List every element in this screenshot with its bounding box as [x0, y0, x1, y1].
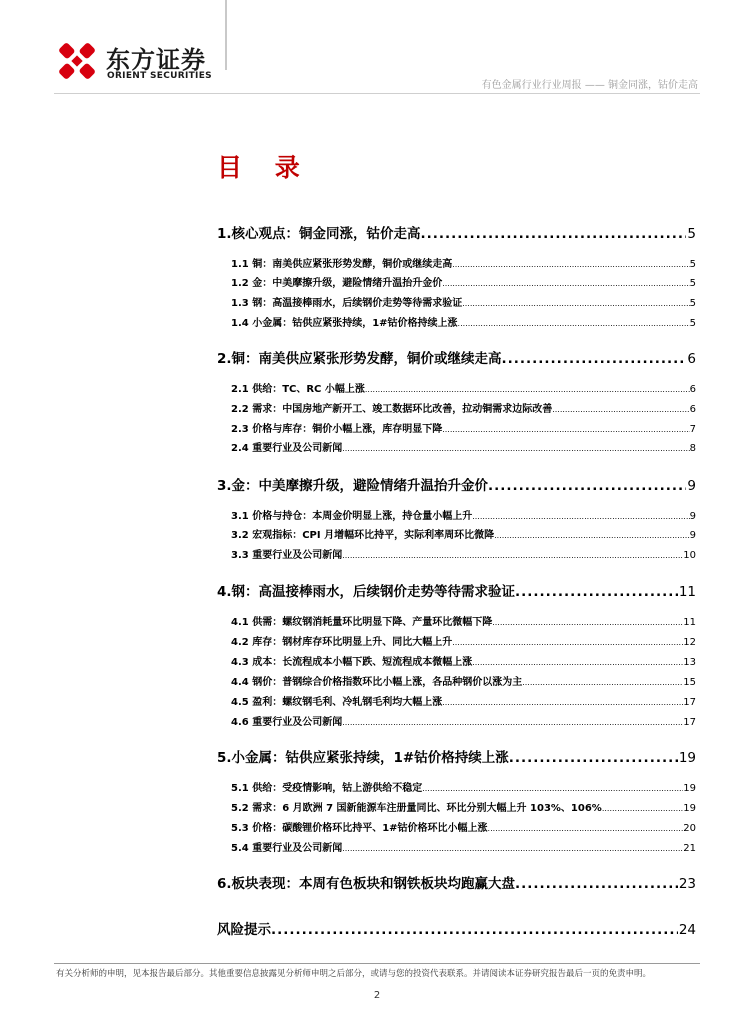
logo-name-en: ORIENT SECURITIES [107, 71, 212, 81]
toc-page: 23 [678, 876, 696, 892]
toc-item-4-3[interactable] [231, 653, 696, 668]
toc-label: 3.2 宏观指标：CPI 月增幅环比持平，实际利率周环比微降 [231, 530, 495, 541]
toc-item-3-2[interactable] [231, 526, 696, 541]
toc-page: 17 [683, 717, 696, 728]
toc-label: 5.小金属：钴供应紧张持续，1#钴价格持续上涨 [217, 750, 509, 766]
toc-page: 21 [683, 843, 696, 854]
toc-page: 9 [687, 478, 696, 494]
toc-page: 7 [689, 424, 696, 435]
toc-page: 5 [687, 226, 696, 242]
toc-page: 8 [689, 443, 696, 454]
toc-page: 6 [689, 404, 696, 415]
toc-item-1-1[interactable] [231, 255, 696, 270]
toc-label: 3.1 价格与持仓：本周金价明显上涨，持仓量小幅上升 [231, 511, 473, 522]
toc-section-5[interactable] [217, 746, 696, 766]
toc-page: 5 [689, 318, 696, 329]
toc-item-2-2[interactable] [231, 400, 696, 415]
toc-item-5-2[interactable] [231, 799, 696, 814]
header-divider-vertical [225, 0, 227, 70]
toc-label: 5.1 供给：受疫情影响，钴上游供给不稳定 [231, 783, 423, 794]
toc-item-1-2[interactable] [231, 274, 696, 289]
page-number: 2 [373, 990, 381, 1001]
toc-section-2[interactable] [217, 347, 696, 367]
toc-page: 19 [683, 783, 696, 794]
toc-section-1[interactable] [217, 222, 696, 242]
toc-item-3-3[interactable] [231, 546, 696, 561]
header-divider [54, 93, 700, 94]
toc-page: 6 [689, 384, 696, 395]
toc-page: 13 [683, 657, 696, 668]
toc-label: 6.板块表现：本周有色板块和钢铁板块均跑赢大盘 [217, 876, 516, 892]
orient-logo-icon [54, 38, 100, 84]
toc-label: 4.1 供需：螺纹钢消耗量环比明显下降、产量环比微幅下降 [231, 617, 493, 628]
toc-label: 风险提示 [217, 922, 271, 938]
toc-item-1-4[interactable] [231, 314, 696, 329]
toc-section-4[interactable] [217, 580, 696, 600]
toc-section-3[interactable] [217, 474, 696, 494]
toc-page: 17 [683, 697, 696, 708]
toc-item-5-3[interactable] [231, 819, 696, 834]
toc-item-4-4[interactable] [231, 673, 696, 688]
toc-item-2-1[interactable] [231, 380, 696, 395]
toc-page: 5 [689, 298, 696, 309]
toc-section-risk[interactable] [217, 918, 696, 938]
toc-page: 15 [683, 677, 696, 688]
report-header: 有色金属行业行业周报 —— 铜金同涨，钴价走高 [481, 80, 698, 91]
toc-label: 4.5 盈利：螺纹钢毛利、冷轧钢毛利均大幅上涨 [231, 697, 443, 708]
logo-name-cn: 东方证券 [106, 46, 206, 74]
toc-page: 6 [687, 351, 696, 367]
toc-item-3-1[interactable] [231, 507, 696, 522]
toc-page: 11 [678, 584, 696, 600]
toc-item-1-3[interactable] [231, 294, 696, 309]
toc-page: 24 [678, 922, 696, 938]
toc-label: 4.4 钢价：普钢综合价格指数环比小幅上涨，各品种钢价以涨为主 [231, 677, 523, 688]
toc-label: 4.钢：高温接棒雨水，后续钢价走势等待需求验证 [217, 584, 516, 600]
toc-page: 12 [683, 637, 696, 648]
toc-label: 3.3 重要行业及公司新闻 [231, 550, 343, 561]
toc-item-2-4[interactable] [231, 439, 696, 454]
toc-section-6[interactable] [217, 872, 696, 892]
toc-label: 4.6 重要行业及公司新闻 [231, 717, 343, 728]
toc-label: 5.4 重要行业及公司新闻 [231, 843, 343, 854]
toc-page: 19 [683, 803, 696, 814]
toc-label: 5.3 价格：碳酸锂价格环比持平、1#钴价格环比小幅上涨 [231, 823, 488, 834]
footer-disclaimer: 有关分析师的申明，见本报告最后部分。其他重要信息披露见分析师申明之后部分，或请与您的投资代表联系。并请阅读本证券研究报告最后一页的免责申明。 [56, 969, 652, 979]
toc-label: 2.1 供给：TC、RC 小幅上涨 [231, 384, 365, 395]
toc-label: 4.3 成本：长流程成本小幅下跌、短流程成本微幅上涨 [231, 657, 473, 668]
toc-page: 5 [689, 259, 696, 270]
toc-label: 1.3 钢：高温接棒雨水，后续钢价走势等待需求验证 [231, 298, 463, 309]
page-title: 目 录 [217, 153, 312, 182]
toc-item-4-5[interactable] [231, 693, 696, 708]
footer-divider [54, 963, 700, 964]
toc-label: 2.4 重要行业及公司新闻 [231, 443, 343, 454]
toc-item-5-4[interactable] [231, 839, 696, 854]
toc-item-2-3[interactable] [231, 420, 696, 435]
toc-page: 19 [678, 750, 696, 766]
company-logo [54, 38, 224, 84]
toc-label: 1.4 小金属：钴供应紧张持续，1#钴价格持续上涨 [231, 318, 458, 329]
toc-label: 5.2 需求：6 月欧洲 7 国新能源车注册量同比、环比分别大幅上升 103%、106% [231, 803, 602, 814]
toc-label: 1.2 金：中美摩擦升级，避险情绪升温抬升金价 [231, 278, 443, 289]
toc-label: 4.2 库存：钢材库存环比明显上升、同比大幅上升 [231, 637, 453, 648]
toc-page: 9 [689, 511, 696, 522]
toc-page: 5 [689, 278, 696, 289]
toc-page: 9 [689, 530, 696, 541]
toc-label: 3.金：中美摩擦升级，避险情绪升温抬升金价 [217, 478, 489, 494]
toc-item-4-1[interactable] [231, 613, 696, 628]
toc-label: 1.1 铜：南美供应紧张形势发酵，铜价或继续走高 [231, 259, 453, 270]
toc-label: 1.核心观点：铜金同涨，钴价走高 [217, 226, 421, 242]
toc-page: 20 [683, 823, 696, 834]
toc-item-4-2[interactable] [231, 633, 696, 648]
toc-item-5-1[interactable] [231, 779, 696, 794]
toc-page: 10 [683, 550, 696, 561]
toc-page: 11 [683, 617, 696, 628]
toc-item-4-6[interactable] [231, 713, 696, 728]
toc-label: 2.3 价格与库存：铜价小幅上涨，库存明显下降 [231, 424, 443, 435]
toc-label: 2.2 需求：中国房地产新开工、竣工数据环比改善，拉动铜需求边际改善 [231, 404, 553, 415]
toc-label: 2.铜：南美供应紧张形势发酵，铜价或继续走高 [217, 351, 502, 367]
